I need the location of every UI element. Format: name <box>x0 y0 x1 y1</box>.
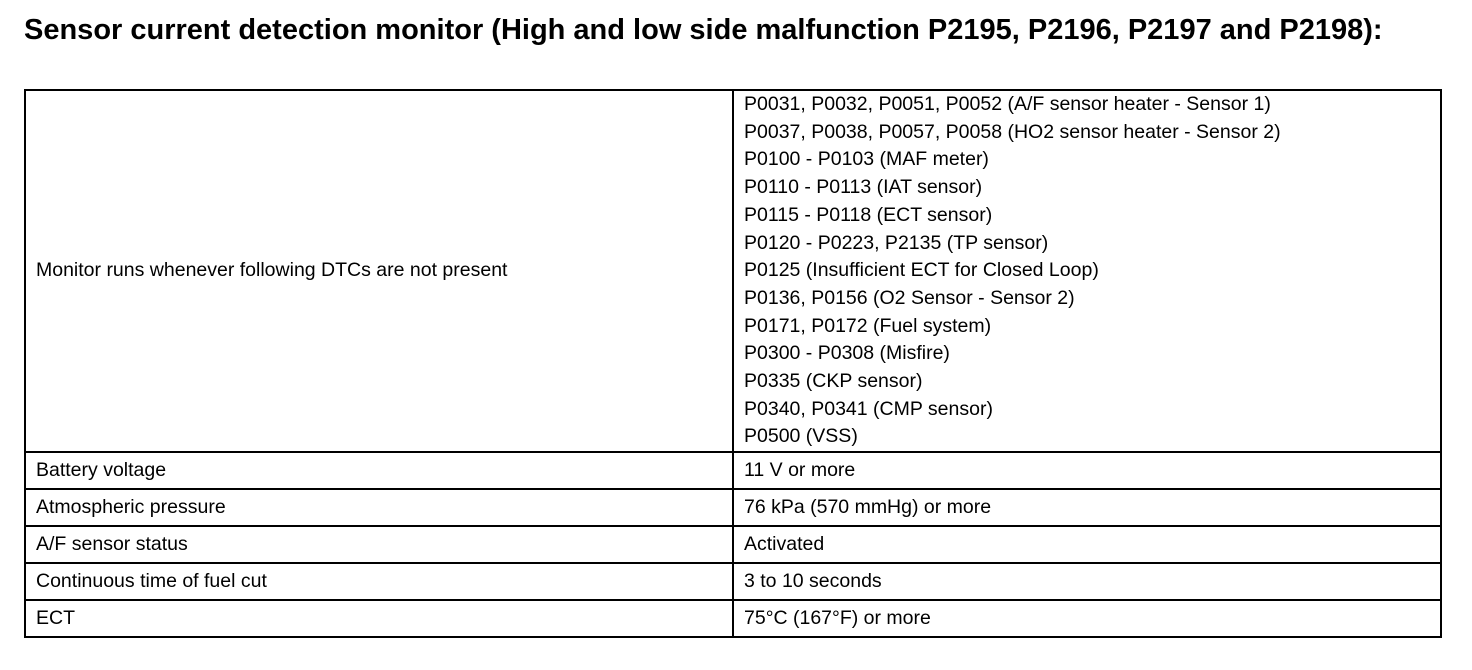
parameter-cell: Continuous time of fuel cut <box>25 563 733 600</box>
table-row <box>25 90 1441 452</box>
dtc-list-item: P0037, P0038, P0057, P0058 (HO2 sensor heater - Sensor 2) <box>744 120 1281 143</box>
value-cell: 76 kPa (570 mmHg) or more <box>733 489 1441 526</box>
table-row <box>25 489 1441 526</box>
value-cell: 75°C (167°F) or more <box>733 600 1441 637</box>
dtc-list-item: P0300 - P0308 (Misfire) <box>744 342 950 365</box>
parameter-cell: Monitor runs whenever following DTCs are not present <box>25 90 733 452</box>
parameter-cell: A/F sensor status <box>25 526 733 563</box>
dtc-list-item: P0171, P0172 (Fuel system) <box>744 314 992 337</box>
dtc-list-item: P0031, P0032, P0051, P0052 (A/F sensor heater - Sensor 1) <box>744 93 1271 115</box>
table-row <box>25 452 1441 489</box>
dtc-list-item: P0340, P0341 (CMP sensor) <box>744 397 993 420</box>
page-title: Sensor current detection monitor (High and low side malfunction P2195, P2196, P2197 and P2198): <box>24 14 1383 46</box>
parameter-cell: ECT <box>25 600 733 637</box>
monitor-conditions-table <box>24 89 1442 638</box>
value-cell: Activated <box>733 526 1441 563</box>
dtc-list-item: P0115 - P0118 (ECT sensor) <box>744 203 993 226</box>
dtc-list-item: P0335 (CKP sensor) <box>744 370 923 393</box>
table-row <box>25 526 1441 563</box>
dtc-list-cell <box>733 90 1441 452</box>
dtc-list-item: P0500 (VSS) <box>744 425 858 448</box>
dtc-list-item: P0136, P0156 (O2 Sensor - Sensor 2) <box>744 286 1075 309</box>
parameter-cell: Battery voltage <box>25 452 733 489</box>
value-cell: 3 to 10 seconds <box>733 563 1441 600</box>
dtc-list-item: P0125 (Insufficient ECT for Closed Loop) <box>744 259 1099 282</box>
dtc-list-item: P0110 - P0113 (IAT sensor) <box>744 176 983 199</box>
dtc-list-item: P0120 - P0223, P2135 (TP sensor) <box>744 231 1049 254</box>
dtc-list-item: P0100 - P0103 (MAF meter) <box>744 148 989 171</box>
table-row <box>25 563 1441 600</box>
table-row <box>25 600 1441 637</box>
value-cell: 11 V or more <box>733 452 1441 489</box>
parameter-cell: Atmospheric pressure <box>25 489 733 526</box>
